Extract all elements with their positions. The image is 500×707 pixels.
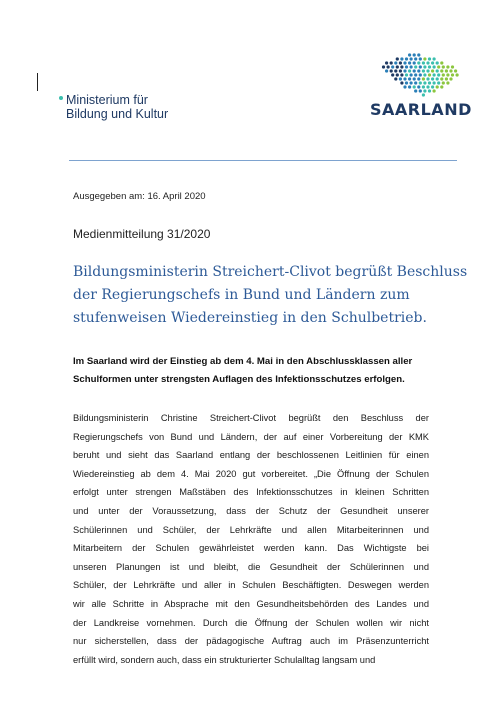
logo-dot bbox=[433, 57, 436, 60]
body-line: Schüler, der Lehrkräfte und aller in Schulen Beschäftigten. Deswegen werden bbox=[73, 580, 429, 591]
logo-dot bbox=[414, 73, 417, 76]
logo-dot bbox=[428, 89, 431, 92]
logo-dot bbox=[413, 69, 416, 72]
logo-dot bbox=[426, 77, 429, 80]
logo-dot bbox=[436, 61, 439, 64]
logo-dot bbox=[414, 65, 417, 68]
logo-dot bbox=[423, 89, 426, 92]
headline bbox=[73, 261, 468, 330]
logo-dot bbox=[391, 65, 394, 68]
ministry-name bbox=[66, 93, 168, 121]
logo-dot bbox=[400, 57, 403, 60]
logo-dot bbox=[446, 65, 449, 68]
logo-dot bbox=[419, 57, 422, 60]
logo-dot bbox=[423, 81, 426, 84]
saarland-map-dots-icon bbox=[378, 52, 462, 98]
logo-dot bbox=[431, 77, 434, 80]
logo-dot bbox=[408, 61, 411, 64]
logo-dot bbox=[408, 53, 411, 56]
logo-dot bbox=[449, 69, 452, 72]
saarland-logo bbox=[370, 52, 470, 124]
logo-dot bbox=[431, 85, 434, 88]
logo-dot bbox=[440, 69, 443, 72]
logo-dot bbox=[405, 81, 408, 84]
logo-dot bbox=[400, 65, 403, 68]
body-line: nur sicherstellen, dass der pädagogische Auftrag auch im Präsenzunterricht bbox=[73, 636, 429, 647]
logo-dot bbox=[422, 85, 425, 88]
logo-dot bbox=[390, 61, 393, 64]
logo-dot bbox=[426, 85, 429, 88]
logo-dot bbox=[396, 65, 399, 68]
lead-paragraph bbox=[73, 353, 443, 389]
logo-dot bbox=[408, 77, 411, 80]
logo-dot bbox=[422, 69, 425, 72]
logo-dot bbox=[403, 61, 406, 64]
logo-dot bbox=[413, 53, 416, 56]
logo-dot bbox=[442, 65, 445, 68]
logo-dot bbox=[399, 61, 402, 64]
logo-dot bbox=[428, 65, 431, 68]
logo-dot bbox=[403, 77, 406, 80]
headline-line: der Regierungschefs in Bund und Ländern zum bbox=[73, 287, 410, 303]
logo-dot bbox=[423, 65, 426, 68]
logo-dot bbox=[440, 77, 443, 80]
logo-dot bbox=[385, 61, 388, 64]
logo-dot bbox=[396, 57, 399, 60]
body-line: und unter der Voraussetzung, dass der Schutz der Gesundheit unserer bbox=[73, 505, 429, 516]
body-line: erfüllt wird, sondern auch, dass ein strukturierter Schulalltag langsam und bbox=[73, 654, 376, 665]
logo-dot bbox=[417, 85, 420, 88]
logo-dot bbox=[426, 69, 429, 72]
logo-dot bbox=[422, 77, 425, 80]
logo-dot bbox=[410, 81, 413, 84]
logo-dot bbox=[451, 73, 454, 76]
header-divider bbox=[69, 160, 457, 161]
logo-dot bbox=[417, 77, 420, 80]
logo-dot bbox=[433, 73, 436, 76]
logo-dot bbox=[445, 77, 448, 80]
logo-dot bbox=[385, 69, 388, 72]
body-line: erfolgt unter strengen Maßstäben des Infektionsschutzes in kleinen Schritten bbox=[73, 487, 429, 498]
logo-dot bbox=[396, 73, 399, 76]
logo-dot bbox=[433, 65, 436, 68]
logo-dot bbox=[437, 81, 440, 84]
logo-dot bbox=[422, 61, 425, 64]
logo-dot bbox=[413, 61, 416, 64]
logo-dot bbox=[423, 57, 426, 60]
logo-dot bbox=[400, 81, 403, 84]
logo-dot bbox=[446, 73, 449, 76]
logo-dot bbox=[436, 69, 439, 72]
logo-dot bbox=[403, 69, 406, 72]
body-line: Bildungsministerin Christine Streichert-Clivot begrüßt den Beschluss der bbox=[73, 413, 429, 423]
logo-dot bbox=[394, 77, 397, 80]
body-line: wir alle Schritte in Absprache mit den Gesundheitsbehörden des Landes und bbox=[73, 598, 429, 609]
logo-dot bbox=[436, 85, 439, 88]
logo-dot bbox=[428, 73, 431, 76]
logo-dot bbox=[387, 65, 390, 68]
body-line: Wiedereinstieg ab dem 4. Mai 2020 gut vorbereitet. „Die Öffnung der Schulen bbox=[73, 468, 429, 479]
logo-dot bbox=[422, 93, 425, 96]
logo-dot bbox=[428, 57, 431, 60]
logo-wordmark: SAARLAND bbox=[370, 100, 472, 119]
logo-dot bbox=[419, 65, 422, 68]
logo-dot bbox=[417, 53, 420, 56]
ministry-line: Ministerium für bbox=[66, 93, 148, 107]
lead-line: Im Saarland wird der Einstieg ab dem 4. Mai in den Abschlussklassen aller bbox=[73, 356, 413, 367]
logo-dot bbox=[417, 69, 420, 72]
logo-dot bbox=[391, 73, 394, 76]
logo-dot bbox=[413, 85, 416, 88]
logo-dot bbox=[414, 57, 417, 60]
logo-dot bbox=[405, 57, 408, 60]
headline-line: stufenweisen Wiedereinstieg in den Schulbetrieb. bbox=[73, 310, 427, 326]
logo-dot bbox=[431, 61, 434, 64]
logo-dot bbox=[400, 73, 403, 76]
logo-dot bbox=[410, 57, 413, 60]
logo-dot bbox=[394, 61, 397, 64]
logo-dot bbox=[410, 73, 413, 76]
body-line: Mitarbeitern der Schulen gewährleistet werden kann. Das Wichtigste bei bbox=[73, 543, 429, 554]
logo-dot bbox=[413, 77, 416, 80]
logo-dot bbox=[454, 69, 457, 72]
logo-dot bbox=[456, 73, 459, 76]
logo-dot bbox=[451, 65, 454, 68]
logo-dot bbox=[417, 61, 420, 64]
logo-dot bbox=[436, 77, 439, 80]
issued-date: Ausgegeben am: 16. April 2020 bbox=[73, 191, 206, 202]
logo-dot bbox=[408, 69, 411, 72]
logo-dot bbox=[419, 89, 422, 92]
body-line: unseren Planungen ist und bleibt, die Gesundheit der Schülerinnen und bbox=[73, 561, 429, 572]
release-number: Medienmitteilung 31/2020 bbox=[73, 227, 211, 241]
logo-dot bbox=[423, 73, 426, 76]
logo-dot bbox=[433, 89, 436, 92]
logo-dot bbox=[445, 69, 448, 72]
logo-dot bbox=[440, 85, 443, 88]
logo-dot bbox=[437, 73, 440, 76]
logo-dot bbox=[399, 77, 402, 80]
text-cursor bbox=[37, 73, 38, 91]
logo-dot bbox=[446, 81, 449, 84]
logo-dot bbox=[433, 81, 436, 84]
logo-dot bbox=[382, 65, 385, 68]
logo-dot bbox=[399, 69, 402, 72]
body-line: Regierungschefs von Bund und Ländern, der auf einer Vorbereitung der KMK bbox=[73, 431, 429, 442]
logo-dot bbox=[414, 81, 417, 84]
logo-dot bbox=[428, 81, 431, 84]
ministry-line: Bildung und Kultur bbox=[66, 107, 169, 121]
logo-dot bbox=[419, 81, 422, 84]
logo-dot bbox=[408, 85, 411, 88]
body-line: beruht und sieht das Saarland entlang der beschlossenen Leitlinien für einen bbox=[73, 450, 429, 461]
logo-dot bbox=[405, 73, 408, 76]
logo-dot bbox=[405, 65, 408, 68]
body-line: der Landkreise vornehmen. Durch die Öffnung der Schulen wollen wir nicht bbox=[73, 617, 429, 628]
logo-dot bbox=[419, 73, 422, 76]
logo-dot bbox=[431, 69, 434, 72]
logo-dot bbox=[440, 61, 443, 64]
logo-dot bbox=[394, 69, 397, 72]
logo-dot bbox=[437, 65, 440, 68]
logo-dot bbox=[449, 77, 452, 80]
lead-line: Schulformen unter strengsten Auflagen des Infektionsschutzes erfolgen. bbox=[73, 374, 405, 385]
logo-dot bbox=[410, 65, 413, 68]
logo-dot bbox=[403, 85, 406, 88]
body-paragraph bbox=[73, 409, 429, 669]
logo-dot bbox=[442, 81, 445, 84]
body-line: Schülerinnen und Schüler, der Lehrkräfte und allen Mitarbeiterinnen und bbox=[73, 524, 429, 535]
logo-dot bbox=[426, 61, 429, 64]
headline-line: Bildungsministerin Streichert-Clivot begrüßt Beschluss bbox=[73, 264, 468, 280]
logo-dot bbox=[442, 73, 445, 76]
logo-dot bbox=[390, 69, 393, 72]
accent-dot-icon bbox=[59, 96, 63, 100]
logo-dot bbox=[414, 89, 417, 92]
